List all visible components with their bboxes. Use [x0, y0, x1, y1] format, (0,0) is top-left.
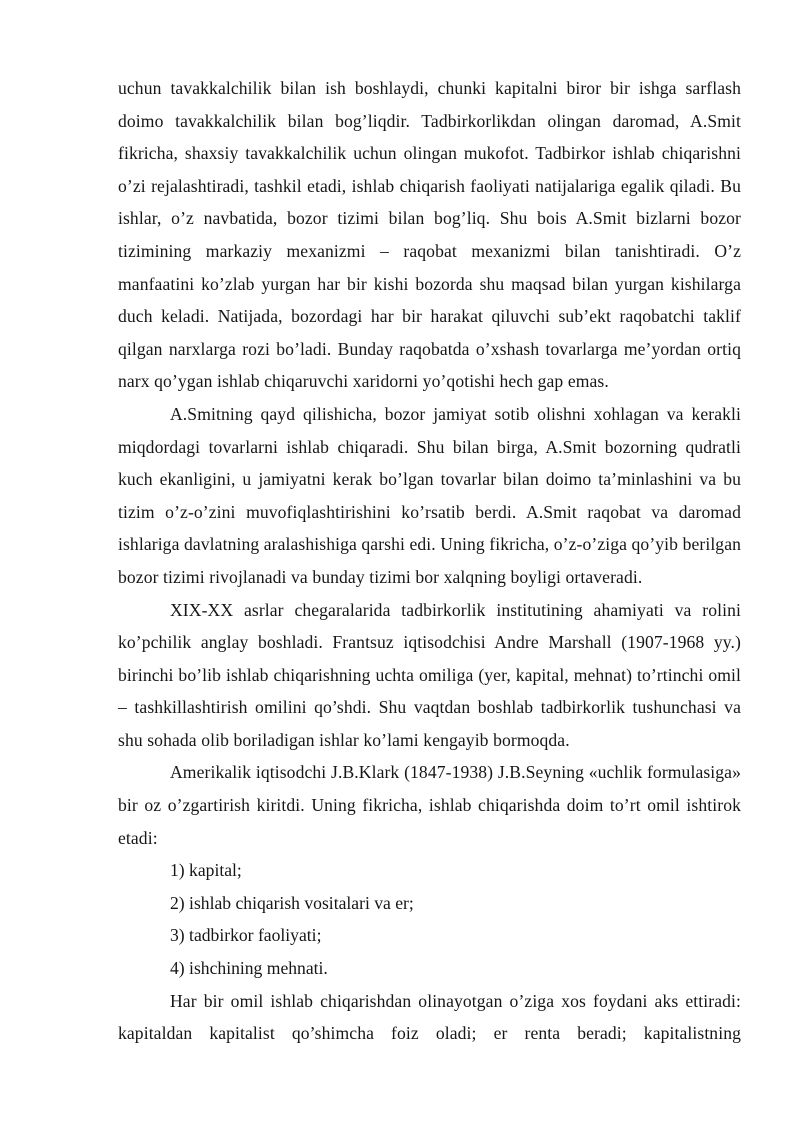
- document-page: [118, 72, 741, 1050]
- paragraph-4: Amerikalik iqtisodchi J.B.Klark (1847-1938) J.B.Seyning «uchlik formulasiga» bir oz o’zgartirish kiritdi. Uning fikricha, ishlab chiqarishda doim to’rt omil ishtirok etadi:: [118, 762, 741, 848]
- paragraph-final: Har bir omil ishlab chiqarishdan olinayotgan o’ziga xos foydani aks ettiradi: kapitaldan kapitalist qo’shimcha foiz oladi; er renta beradi; kapitalistning: [118, 990, 741, 1044]
- list-item: 2) ishlab chiqarish vositalari va er;: [170, 892, 414, 913]
- list-item: 4) ishchining mehnati.: [170, 958, 328, 979]
- list-item: 1) kapital;: [170, 860, 242, 881]
- paragraph-2: A.Smitning qayd qilishicha, bozor jamiyat sotib olishni xohlagan va kerakli miqdordagi tovarlarni ishlab chiqaradi. Shu bilan birga, A.Smit bozorning qudratli kuch ekanligini, u jamiyatni kerak bo’lgan tovarlar bilan doimo ta’minlashini va bu tizim o’z-o’zini muvofiqlashtirishini ko’rsatib berdi. A.Smit raqobat va daromad ishlariga davlatning aralashishiga qarshi edi. Uning fikricha, o’z-o’ziga qo’yib berilgan bozor tizimi rivojlanadi va bunday tizimi bor xalqning boyligi ortaveradi.: [118, 403, 742, 587]
- paragraph-3: XIX-XX asrlar chegaralarida tadbirkorlik institutining ahamiyati va rolini ko’pchilik anglay boshladi. Frantsuz iqtisodchisi Andre Marshall (1907-1968 yy.) birinchi bo’lib ishlab chiqarishning uchta omiliga (yer, kapital, mehnat) to’rtinchi omil – tashkillashtirish omilini qo’shdi. Shu vaqtdan boshlab tadbirkorlik tushunchasi va shu sohada olib boriladigan ishlar ko’lami kengayib bormoqda.: [118, 599, 741, 750]
- list-item: 3) tadbirkor faoliyati;: [170, 925, 322, 946]
- paragraph-1: uchun tavakkalchilik bilan ish boshlaydi, chunki kapitalni biror bir ishga sarflash doimo tavakkalchilik bilan bog’liqdir. Tadbirkorlikdan olingan daromad, A.Smit fikricha, shaxsiy tavakkalchilik uchun olingan mukofot. Tadbirkor ishlab chiqarishni o’zi rejalashtiradi, tashkil etadi, ishlab chiqarish faoliyati natijalariga egalik qiladi. Bu ishlar, o’z navbatida, bozor tizimi bilan bog’liq. Shu bois A.Smit bizlarni bozor tizimining markaziy mexanizmi – raqobat mexanizmi bilan tanishtiradi. O’z manfaatini ko’zlab yurgan har bir kishi bozorda shu maqsad bilan yurgan kishilarga duch keladi. Natijada, bozordagi har bir harakat qiluvchi sub’ekt raqobatchi taklif qilgan narxlarga rozi bo’ladi. Bunday raqobatda o’xshash tovarlarga me’yordan ortiq narx qo’ygan ishlab chiqaruvchi xaridorni yo’qotishi hech gap emas.: [118, 78, 741, 392]
